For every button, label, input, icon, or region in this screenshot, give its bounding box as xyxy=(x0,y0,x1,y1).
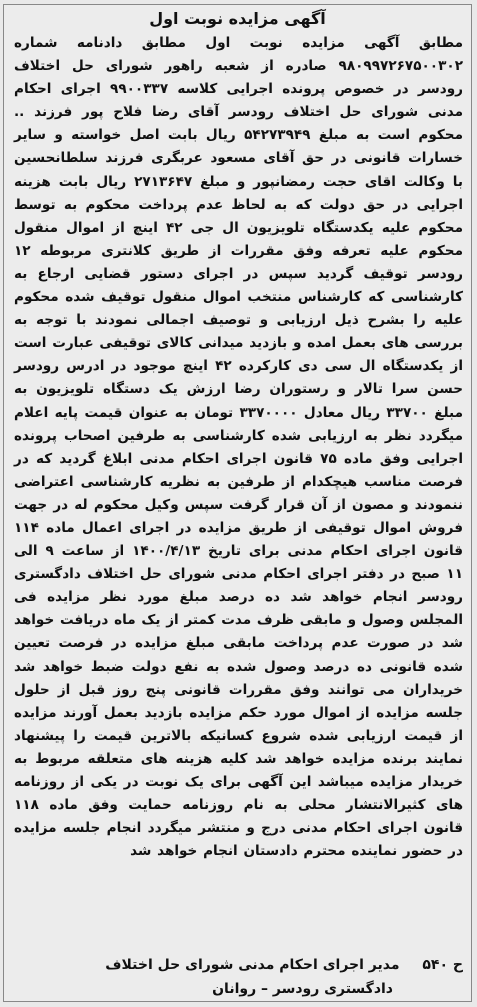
footer-signature-office: دادگستری رودسر – روانان xyxy=(212,981,393,997)
footer-signature-title: مدیر اجرای احکام مدنی شورای حل اختلاف xyxy=(105,957,400,973)
footer-reference-number: ح ۵۴۰ xyxy=(422,957,463,973)
notice-body: مطابق آگهی مزایده نوبت اول مطابق دادنامه شماره ۹۸۰۹۹۷۲۶۷۵۰۰۳۰۲ صادره از شعبه راهور شورای حل اختلاف رودسر در خصوص پرونده اجرایی کلاسه ۹۹۰۰۳۳۷ اجرای احکام مدنی شورای حل اختلاف رودسر آقای رضا فلاح پور فرزند .. محکوم است به مبلغ ۵۴۲۷۳۹۴۹ ریال بابت اصل خواسته و سایر خسارات قانونی در حق آقای مسعود عربگری فرزند سلطانحسین با وکالت اقای حجت رمضانپور و مبلغ ۲۷۱۳۶۴۷ ریال بابت هزینه اجرایی در حق دولت که به لحاظ عدم پرداخت محکوم به توسط محکوم علیه یکدستگاه تلویزیون ال جی ۴۲ اینچ از اموال منقول محکوم علیه تعرفه وفق مقررات از طریق کلانتری مربوطه ۱۲ رودسر توقیف گردید سپس در اجرای دستور قضایی ارجاع به کارشناسی که کارشناس منتخب اموال منقول توقیف شده محکوم علیه را بشرح ذیل ارزیابی و توصیف اجمالی نمودند با توجه به بررسی های بعمل امده و بازدید میدانی کالای توقیفی عبارت است از یکدستگاه ال سی دی کارکرده ۴۲ اینچ موجود در ادرس رودسر حسن سرا تالار و رستوران رضا ارزش یک دستگاه تلویزیون به مبلغ ۳۳۷۰۰ ریال معادل ۳۳۷۰۰۰۰ تومان به عنوان قیمت پایه اعلام میگردد نظر به ارزیابی شده کارشناسی به طرفین اصحاب پرونده اجرایی وفق ماده ۷۵ قانون اجرای احکام مدنی ابلاغ گردید که در فرصت مناسب هیچکدام از طرفین به نظریه کارشناسی اعتراضی ننمودند و مصون از آن قرار گرفت سپس وکیل محکوم له در جهت فروش اموال توقیفی از طریق مزایده در اجرای اعمال ماده ۱۱۴ قانون اجرای احکام مدنی برای تاریخ ۱۴۰۰/۴/۱۳ از ساعت ۹ الی ۱۱ صبح در دفتر اجرای احکام مدنی شورای حل اختلاف دادگستری رودسر انجام خواهد شد ده درصد مبلغ مورد نظر مزایده فی المجلس وصول و مابقی ظرف مدت کمتر از یک ماه دریافت خواهد شد در صورت عدم پرداخت مابقی مبلغ مزایده در فرصت تعیین شده قانونی ده درصد وصول شده به نفع دولت ضبط خواهد شد خریداران می توانند وفق مقررات قانونی پنج روز قبل از حلول جلسه مزایده از اموال مورد حکم مزایده بازدید بعمل آورند مزایده از قیمت ارزیابی شده شروع کسانیکه بالاترین قیمت را پیشنهاد نمایند برنده مزایده خواهد شد کلیه هزینه های متعلقه مربوط به خریدار مزایده میباشد این آگهی برای یک نوبت در یکی از روزنامه های کثیرالانتشار محلی به نام روزنامه حمایت وفق ماده ۱۱۸ قانون اجرای احکام مدنی درج و منتشر میگردد انجام جلسه مزایده در حضور نماینده محترم دادستان انجام خواهد شد xyxy=(14,35,463,860)
notice-footer xyxy=(14,953,463,1001)
notice-sheet xyxy=(3,4,472,1002)
footer-signature-row xyxy=(14,953,463,977)
notice-title: آگهی مزایده نوبت اول xyxy=(149,9,326,28)
